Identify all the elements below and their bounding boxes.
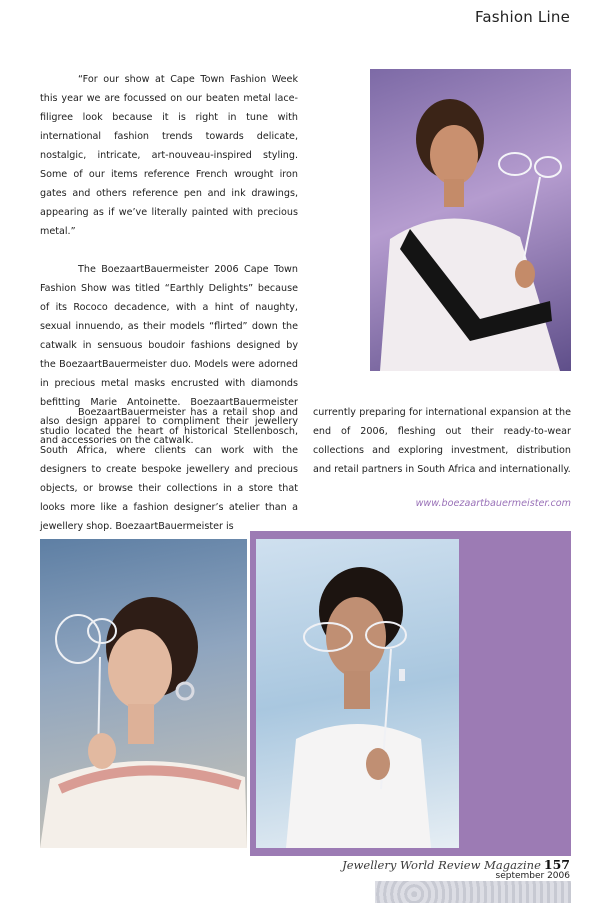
show-paragraph: The BoezaartBauermeister 2006 Cape Town Fashion Show was titled “Earthly Delights” because of its Rococo decadence, with a hint of naughty, sexual innuendo, as their models “flirted” down the catwalk in sensuous boudoir fashions designed by the BoezaartBauermeister duo. Models were adorned in precious metal masks encrusted with diamonds befitting Marie Antoinette. BoezaartBauermeister also design apparel to compliment their jewellery and accessories on the catwalk.: [40, 264, 298, 446]
page-number: 157: [543, 857, 570, 872]
website-link[interactable]: www.boezaartbauermeister.com: [415, 498, 571, 509]
expansion-paragraph: currently preparing for international expansion at the end of 2006, fleshing out their ready-to-wear collections and exploring investment, distribution and retail partners in South Africa and internationally.: [313, 407, 571, 475]
model-photo-bottom-left: [40, 539, 247, 848]
model-illustration-bottom-right: [256, 539, 459, 848]
magazine-name: [342, 857, 570, 872]
section-title: Fashion Line: [474, 8, 570, 26]
article-column-left-bottom: [40, 403, 298, 536]
model-photo-top: [370, 69, 571, 371]
article-column-left-top: [40, 70, 298, 450]
article-column-right-bottom: [313, 403, 571, 479]
quote-paragraph: “For our show at Cape Town Fashion Week this year we are focussed on our beaten metal lace-filigree look because it is right in tune with international fashion trends towards delicate, nostalgic, intricate, art-nouveau-inspired styling. Some of our items reference French wrought iron gates and others reference pen and ink drawings, appearing as if we’ve literally painted with precious metal.”: [40, 74, 298, 237]
issue-date: september 2006: [495, 871, 570, 881]
retail-paragraph: BoezaartBauermeister has a retail shop and studio located the heart of historical Stellenbosch, South Africa, where clients can work with the designers to create bespoke jewellery and precious objects, or browse their collections in a store that looks more like a fashion designer’s atelier than a jewellery shop. BoezaartBauermeister is: [40, 407, 298, 532]
magazine-title: Jewellery World Review Magazine: [342, 858, 541, 872]
model-photo-bottom-right: [256, 539, 459, 848]
footer-pattern-strip: [375, 881, 571, 903]
model-illustration-bottom-left: [40, 539, 247, 848]
model-illustration-top: [370, 69, 571, 371]
